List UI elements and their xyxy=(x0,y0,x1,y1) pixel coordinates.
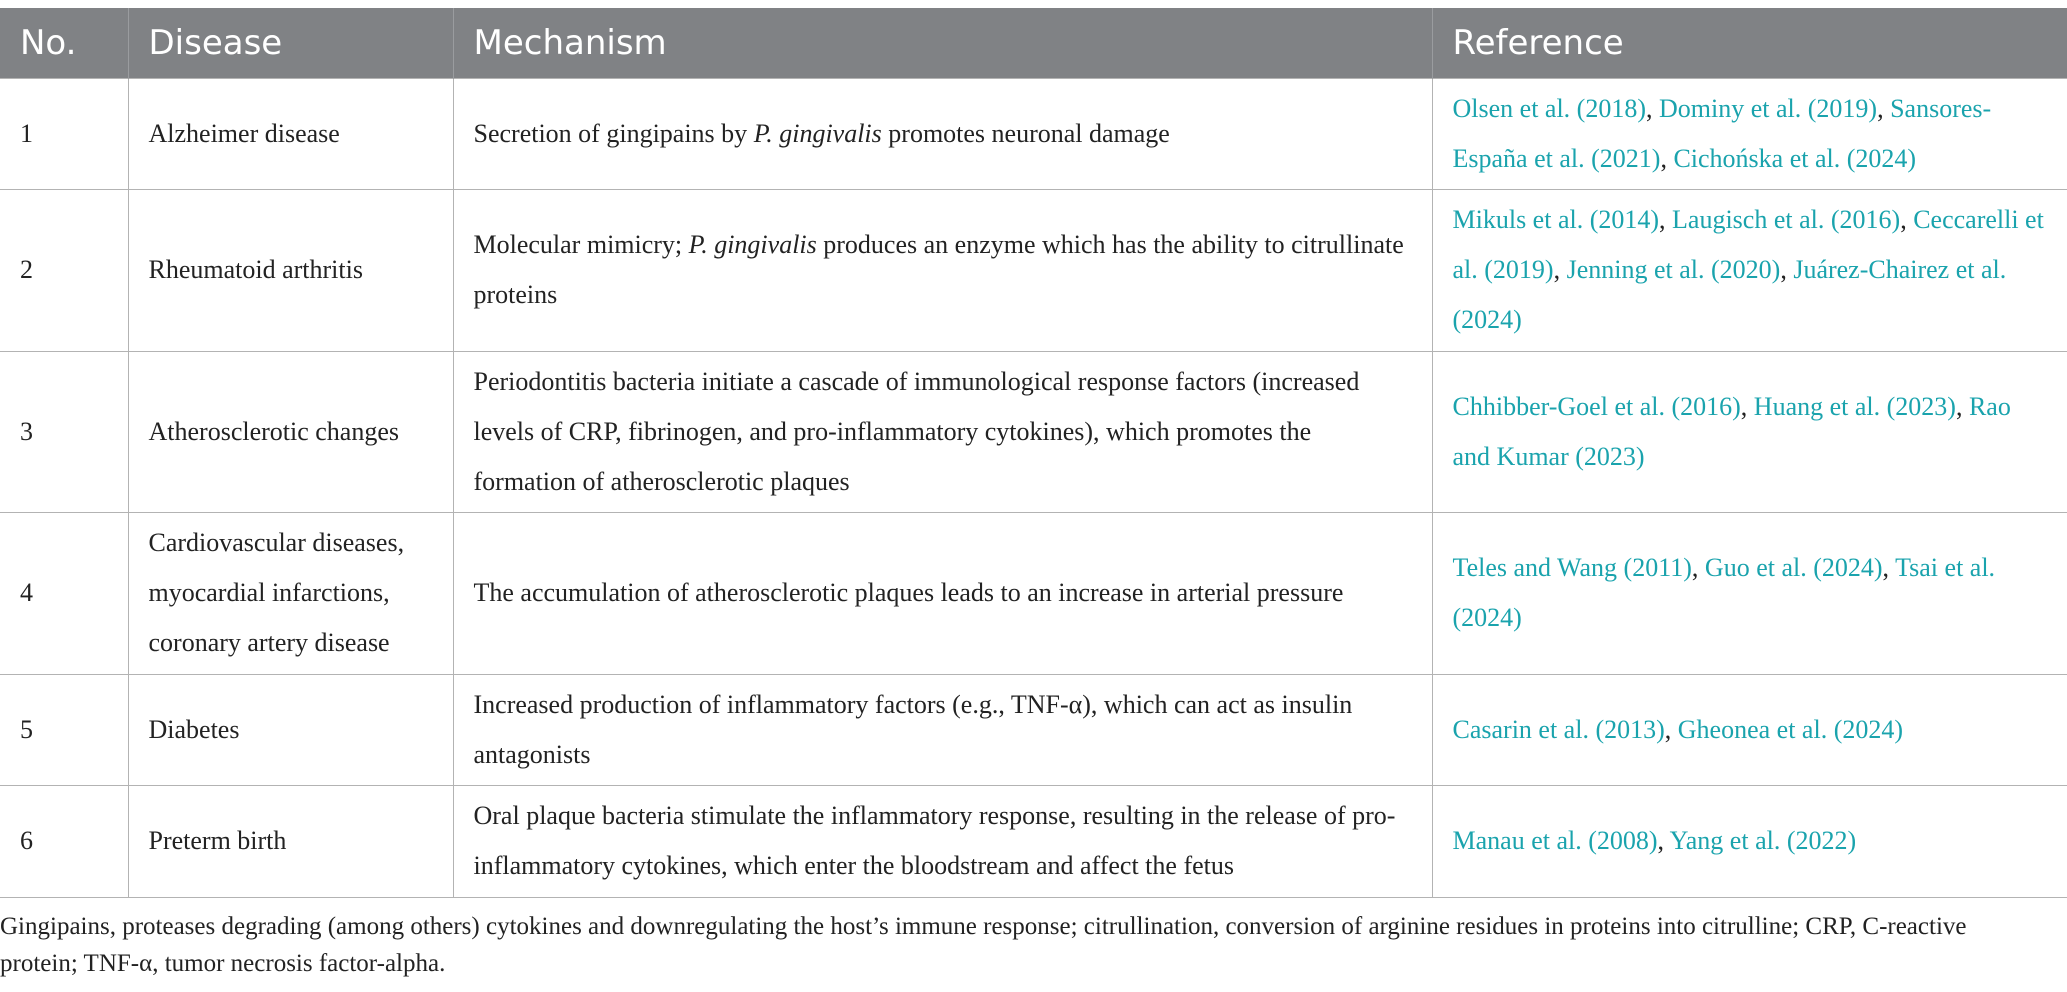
mechanism-text: Periodontitis bacteria initiate a cascade of immunological response factors (increased levels of CRP, fibrinogen, and pro-inflammatory cytokines), which promotes the formation of atherosclerotic plaques xyxy=(473,366,1360,496)
reference-link[interactable]: Guo et al. (2024) xyxy=(1704,553,1883,582)
mechanism-text: Oral plaque bacteria stimulate the inflammatory response, resulting in the release of pro-inflammatory cytokines, which enter the bloodstream and affect the fetus xyxy=(473,801,1396,880)
table-row xyxy=(0,78,2067,189)
reference-link[interactable]: Huang et al. (2023) xyxy=(1753,391,1956,421)
cell-reference: Casarin et al. (2013), Gheonea et al. (2024) xyxy=(1432,674,2067,785)
reference-link[interactable]: Ceccarelli et al. (2019) xyxy=(1452,205,2044,284)
cell-mechanism xyxy=(453,351,1432,512)
reference-link[interactable]: Dominy et al. (2019) xyxy=(1659,93,1878,123)
cell-mechanism xyxy=(453,785,1432,897)
header-mechanism: Mechanism xyxy=(453,8,1432,78)
reference-link[interactable]: Mikuls et al. (2014) xyxy=(1452,205,1660,234)
table-body xyxy=(0,78,2067,897)
mechanism-text: Molecular mimicry; xyxy=(473,230,689,259)
header-no: No. xyxy=(0,8,128,78)
reference-link[interactable]: Manau et al. (2008) xyxy=(1452,826,1658,855)
reference-link[interactable]: Chhibber-Goel et al. (2016) xyxy=(1452,391,1741,421)
reference-link[interactable]: Tsai et al. (2024) xyxy=(1452,553,1996,632)
cell-mechanism xyxy=(453,78,1432,189)
header-reference: Reference xyxy=(1432,8,2067,78)
cell-disease: Alzheimer disease xyxy=(128,78,453,189)
cell-mechanism xyxy=(453,189,1432,351)
table-row xyxy=(0,674,2067,785)
cell-no: 5 xyxy=(0,674,128,785)
mechanism-text: promotes neuronal damage xyxy=(881,118,1170,148)
cell-no: 4 xyxy=(0,512,128,674)
reference-link[interactable]: Laugisch et al. (2016) xyxy=(1672,205,1901,234)
cell-disease: Atherosclerotic changes xyxy=(128,351,453,512)
reference-link[interactable]: Juárez-Chairez et al. (2024) xyxy=(1452,255,2007,334)
cell-mechanism xyxy=(453,512,1432,674)
cell-mechanism xyxy=(453,674,1432,785)
header-row xyxy=(0,8,2067,78)
reference-link[interactable]: Jenning et al. (2020) xyxy=(1566,255,1781,284)
cell-disease: Cardiovascular diseases, myocardial infarctions, coronary artery disease xyxy=(128,512,453,674)
mechanism-text: Increased production of inflammatory factors (e.g., TNF-α), which can act as insulin antagonists xyxy=(473,689,1353,769)
reference-link[interactable]: Rao and Kumar (2023) xyxy=(1452,391,2011,471)
mechanism-text: produces an enzyme which has the ability to citrullinate proteins xyxy=(473,230,1404,309)
reference-link[interactable]: Olsen et al. (2018) xyxy=(1452,93,1647,123)
cell-disease: Preterm birth xyxy=(128,785,453,897)
table-row xyxy=(0,189,2067,351)
mechanism-text: The accumulation of atherosclerotic plaques leads to an increase in arterial pressure xyxy=(473,578,1344,607)
cell-reference: Teles and Wang (2011), Guo et al. (2024), Tsai et al. (2024) xyxy=(1432,512,2067,674)
cell-reference: Chhibber-Goel et al. (2016), Huang et al. (2023), Rao and Kumar (2023) xyxy=(1432,351,2067,512)
header-disease: Disease xyxy=(128,8,453,78)
species-name: P. gingivalis xyxy=(688,230,817,259)
cell-reference: Olsen et al. (2018), Dominy et al. (2019), Sansores-España et al. (2021), Cichońska et al. (2024) xyxy=(1432,78,2067,189)
disease-mechanism-table xyxy=(0,8,2067,898)
cell-no: 2 xyxy=(0,189,128,351)
table-header xyxy=(0,8,2067,78)
cell-no: 1 xyxy=(0,78,128,189)
reference-link[interactable]: Cichońska et al. (2024) xyxy=(1673,143,1917,173)
species-name: P. gingivalis xyxy=(753,118,882,148)
cell-disease: Diabetes xyxy=(128,674,453,785)
reference-link[interactable]: Sansores-España et al. (2021) xyxy=(1452,93,1992,173)
table-container xyxy=(0,8,2067,898)
table-row xyxy=(0,512,2067,674)
cell-no: 6 xyxy=(0,785,128,897)
table-footnote: Gingipains, proteases degrading (among others) cytokines and downregulating the host’s immune response; citrullination, conversion of arginine residues in proteins into citrulline; CRP, C-reactive protein; TNF-α, tumor necrosis factor-alpha. xyxy=(0,913,1967,977)
cell-no: 3 xyxy=(0,351,128,512)
mechanism-text: Secretion of gingipains by xyxy=(473,118,754,148)
reference-link[interactable]: Yang et al. (2022) xyxy=(1669,826,1857,855)
table-row xyxy=(0,785,2067,897)
cell-reference: Manau et al. (2008), Yang et al. (2022) xyxy=(1432,785,2067,897)
cell-disease: Rheumatoid arthritis xyxy=(128,189,453,351)
cell-reference: Mikuls et al. (2014), Laugisch et al. (2016), Ceccarelli et al. (2019), Jenning et al. (2020), Juárez-Chairez et al. (2024) xyxy=(1432,189,2067,351)
reference-link[interactable]: Teles and Wang (2011) xyxy=(1452,553,1692,582)
table-row xyxy=(0,351,2067,512)
reference-link[interactable]: Gheonea et al. (2024) xyxy=(1677,714,1904,744)
reference-link[interactable]: Casarin et al. (2013) xyxy=(1452,714,1665,744)
